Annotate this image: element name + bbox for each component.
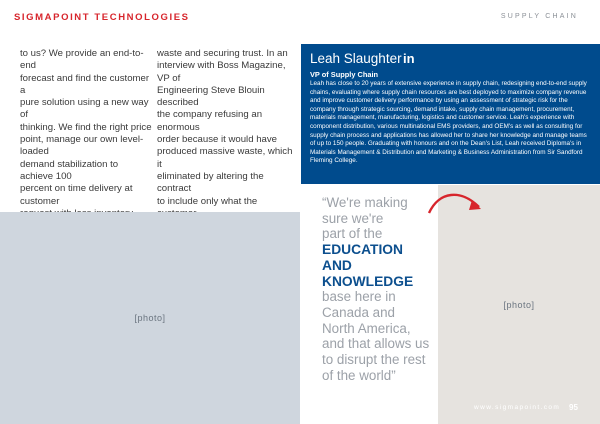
quote-emphasis: AND bbox=[322, 257, 352, 273]
bio-text: Leah has close to 20 years of extensive experience in supply chain, redesigning end-to-end supply chains, evaluating where supply chain resources are best deployed to maximize company revenue and improve customer delivery performance by using an assessment of strategic risk for the company through strategic sourcing, demand intake, supply chain management, procurement, materials management, manufacturing, logistics and customer service. Leah's experience with component distribution, various multinational EMS providers, and OEM's as well as consulting for supply chain process and applications has allowed her to share her knowledge and manage teams of up to 150 people. Graduating with honours and on the Dean's List, Leah received Diploma's in Materials Management & Distribution and Marketing & Business Administration from Sir Sandford Fleming College. bbox=[310, 80, 587, 165]
article-column-2: waste and securing trust. In an interview with Boss Magazine, VP of Engineering Steve Blouin described the company refusing an enormous order because it would have produced massive waste, which it eliminated by altering the contract to include only what the bbox=[157, 48, 293, 207]
quote-line: to disrupt the rest bbox=[322, 352, 426, 368]
quote-line: and that allows us bbox=[322, 336, 430, 352]
quote-line: sure we're bbox=[322, 210, 384, 226]
quote-line: North America, bbox=[322, 320, 411, 336]
section-title: SUPPLY CHAIN bbox=[500, 13, 578, 20]
article-column-1: to us? We provide an end-to-end forecast and find the customer a pure solution using a new way of thinking. We find the right price point, manage our own level-loaded demand stabilization to achieve 100 percent on time delivery at customer bbox=[20, 48, 152, 207]
quote-emphasis: EDUCATION bbox=[322, 242, 403, 258]
factory-photo: [photo] bbox=[0, 212, 300, 424]
page-number: 95 bbox=[569, 403, 578, 412]
quote-line: part of the bbox=[322, 226, 383, 242]
quote-line: “We're making bbox=[322, 195, 408, 210]
pull-quote bbox=[322, 195, 440, 383]
brand-name: SIGMAPOINT TECHNOLOGIES bbox=[14, 12, 190, 23]
quote-line: of the world” bbox=[322, 367, 396, 383]
bio-name: Leah Slaughter bbox=[310, 51, 402, 66]
quote-emphasis: KNOWLEDGE bbox=[322, 273, 414, 289]
quote-line: Canada and bbox=[322, 304, 395, 320]
quote-line: base here in bbox=[322, 289, 396, 305]
footer-url[interactable]: www.sigmapoint.com bbox=[474, 404, 561, 411]
linkedin-icon[interactable]: in bbox=[403, 51, 415, 66]
bio-role: VP of Supply Chain bbox=[310, 70, 379, 79]
portrait-photo: [photo] bbox=[438, 185, 600, 424]
